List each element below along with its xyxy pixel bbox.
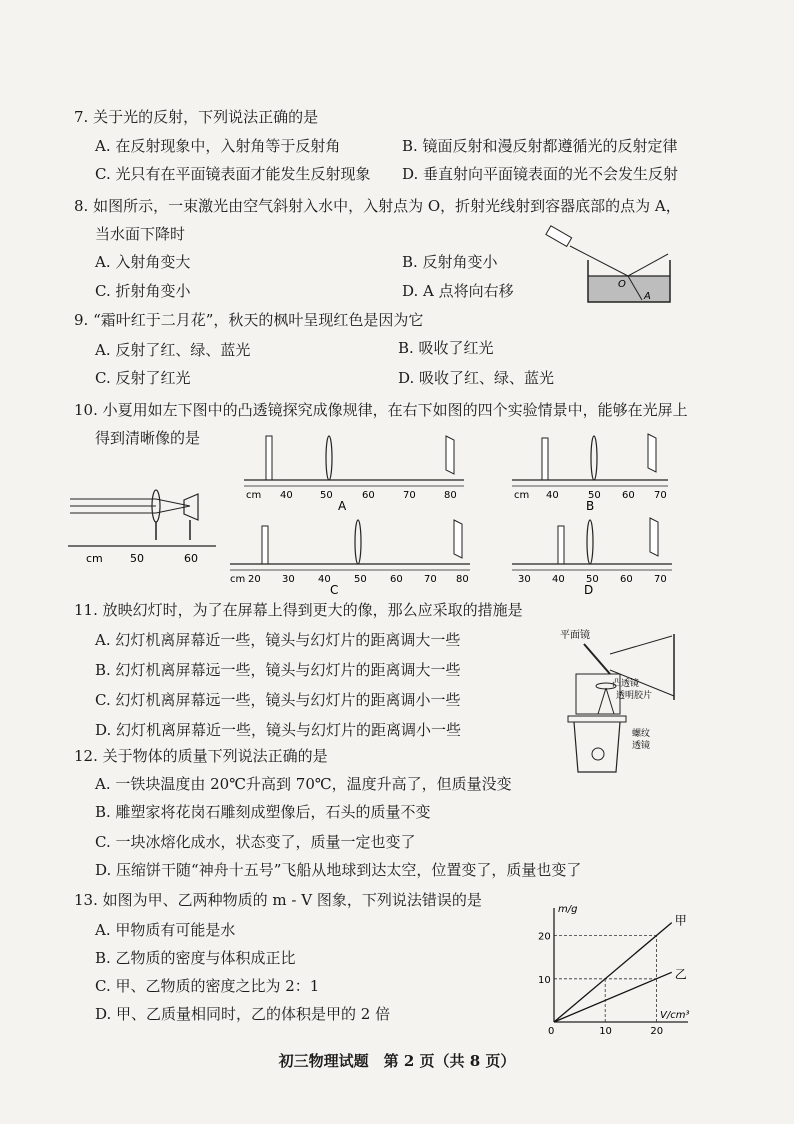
q10-c-tick-60: 60	[390, 574, 403, 585]
q10-d-tick-70: 70	[654, 574, 667, 585]
q10-b-tick-50: 50	[588, 490, 601, 501]
q10-a-tick-70: 70	[403, 490, 416, 501]
q10-a-tick-50: 50	[320, 490, 333, 501]
q8-option-d: D. A 点将向右移	[402, 282, 514, 300]
q10-a-tick-60: 60	[362, 490, 375, 501]
q13-mv-chart	[530, 904, 700, 1038]
q10-lens-figure	[66, 484, 226, 566]
q11-option-c: C. 幻灯机离屏幕远一些，镜头与幻灯片的距离调小一些	[95, 691, 461, 709]
page-footer: 初三物理试题 第 2 页（共 8 页）	[278, 1052, 516, 1070]
q10-left-tick-60: 60	[184, 552, 198, 565]
q11-fig-thread-2: 透镜	[632, 741, 651, 751]
chart-x-tick-label: 10	[599, 1026, 612, 1037]
q10-b-tick-60: 60	[622, 490, 635, 501]
q9-option-b: B. 吸收了红光	[398, 339, 494, 357]
q9-option-d: D. 吸收了红、绿、蓝光	[398, 369, 555, 387]
q10-c-tick-20: 20	[248, 574, 261, 585]
q11-option-d: D. 幻灯机离屏幕近一些，镜头与幻灯片的距离调小一些	[95, 721, 462, 739]
chart-x-tick-label: 0	[548, 1026, 555, 1037]
q8-stem-2: 当水面下降时	[95, 225, 186, 243]
q7-stem: 7. 关于光的反射，下列说法正确的是	[74, 108, 319, 126]
q7-option-c: C. 光只有在平面镜表面才能发生反射现象	[95, 165, 371, 183]
q10-c-tick-70: 70	[424, 574, 437, 585]
q9-option-c: C. 反射了红光	[95, 369, 191, 387]
q13-stem: 13. 如图为甲、乙两种物质的 m - V 图象，下列说法错误的是	[74, 891, 482, 909]
q9-option-a: A. 反射了红、绿、蓝光	[95, 341, 251, 359]
q10-c-tick-30: 30	[282, 574, 295, 585]
q11-option-a: A. 幻灯机离屏幕近一些，镜头与幻灯片的距离调大一些	[95, 631, 461, 649]
q10-c-tick-50: 50	[354, 574, 367, 585]
q11-fig-film: 透明胶片	[616, 691, 653, 701]
q12-stem: 12. 关于物体的质量下列说法正确的是	[74, 747, 328, 765]
q13-option-d: D. 甲、乙质量相同时，乙的体积是甲的 2 倍	[95, 1005, 391, 1023]
q10-b-tick-40: 40	[546, 490, 559, 501]
q11-projector-figure	[556, 626, 692, 776]
q12-option-b: B. 雕塑家将花岗石雕刻成塑像后，石头的质量不变	[95, 803, 431, 821]
q10-label-b: B	[586, 499, 595, 512]
q10-label-c: C	[330, 583, 339, 596]
chart-series-line-jia	[554, 923, 672, 1022]
chart-series-line-yi	[554, 972, 672, 1022]
q8-option-b: B. 反射角变小	[402, 253, 498, 271]
chart-y-tick-label: 20	[538, 931, 551, 943]
q10-d-tick-50: 50	[586, 574, 599, 585]
q7-option-a: A. 在反射现象中，入射角等于反射角	[95, 137, 341, 155]
q10-stem-2: 得到清晰像的是	[95, 429, 201, 447]
q10-c-tick-80: 80	[456, 574, 469, 585]
q11-option-b: B. 幻灯机离屏幕远一些，镜头与幻灯片的距离调大一些	[95, 661, 461, 679]
q8-option-a: A. 入射角变大	[95, 253, 191, 271]
q10-label-d: D	[584, 583, 594, 596]
chart-y-axis-label: m/g	[558, 904, 578, 915]
q9-stem: 9. “霜叶红于二月花”，秋天的枫叶呈现红色是因为它	[74, 311, 424, 329]
q10-bench-c	[226, 512, 476, 596]
q10-d-tick-60: 60	[620, 574, 633, 585]
q7-option-b: B. 镜面反射和漫反射都遵循光的反射定律	[402, 137, 678, 155]
q13-option-c: C. 甲、乙物质的密度之比为 2：1	[95, 977, 320, 995]
q7-option-d: D. 垂直射向平面镜表面的光不会发生反射	[402, 165, 679, 183]
q10-stem: 10. 小夏用如左下图中的凸透镜探究成像规律，在右下如图的四个实验情景中，能够在光屏上	[74, 401, 688, 419]
q10-a-tick-40: 40	[280, 490, 293, 501]
q10-c-tick-40: 40	[318, 574, 331, 585]
q12-option-d: D. 压缩饼干随“神舟十五号”飞船从地球到达太空，位置变了，质量也变了	[95, 861, 582, 879]
q8-stem: 8. 如图所示，一束激光由空气斜射入水中，入射点为 O，折射光线射到容器底部的点为 A，	[74, 197, 681, 215]
q12-option-a: A. 一铁块温度由 20℃升高到 70℃，温度升高了，但质量没变	[95, 775, 512, 793]
q11-fig-lens: 凸透镜	[612, 679, 640, 689]
chart-series-label: 甲	[674, 913, 687, 928]
q10-d-tick-30: 30	[518, 574, 531, 585]
q10-left-unit: cm	[86, 552, 103, 565]
q10-label-a: A	[338, 499, 347, 512]
q12-option-c: C. 一块冰熔化成水，状态变了，质量一定也变了	[95, 833, 416, 851]
q10-bench-a	[240, 428, 472, 512]
q10-b-tick-70: 70	[654, 490, 667, 501]
chart-series-label: 乙	[674, 967, 687, 982]
q13-option-b: B. 乙物质的密度与体积成正比	[95, 949, 296, 967]
q8-laser-figure	[540, 220, 690, 310]
q8-label-o: O	[618, 279, 626, 290]
q10-bench-b	[508, 428, 674, 512]
q10-left-tick-50: 50	[130, 552, 144, 565]
q10-a-tick-80: 80	[444, 490, 457, 501]
q8-option-c: C. 折射角变小	[95, 282, 191, 300]
q11-fig-mirror: 平面镜	[560, 630, 590, 641]
q10-c-unit: cm	[230, 574, 246, 585]
q13-option-a: A. 甲物质有可能是水	[95, 921, 236, 939]
q10-d-tick-40: 40	[552, 574, 565, 585]
chart-x-tick-label: 20	[650, 1026, 664, 1037]
chart-y-tick-label: 10	[538, 974, 551, 986]
chart-x-axis-label: V/cm³	[660, 1010, 690, 1021]
q10-b-unit: cm	[514, 490, 530, 501]
q11-fig-thread-1: 螺纹	[632, 729, 651, 739]
q11-stem: 11. 放映幻灯时，为了在屏幕上得到更大的像，那么应采取的措施是	[74, 601, 523, 619]
q10-bench-d	[508, 512, 678, 596]
q8-label-a: A	[644, 291, 651, 302]
q10-a-unit: cm	[246, 490, 262, 501]
chart-series-group	[554, 913, 690, 1022]
